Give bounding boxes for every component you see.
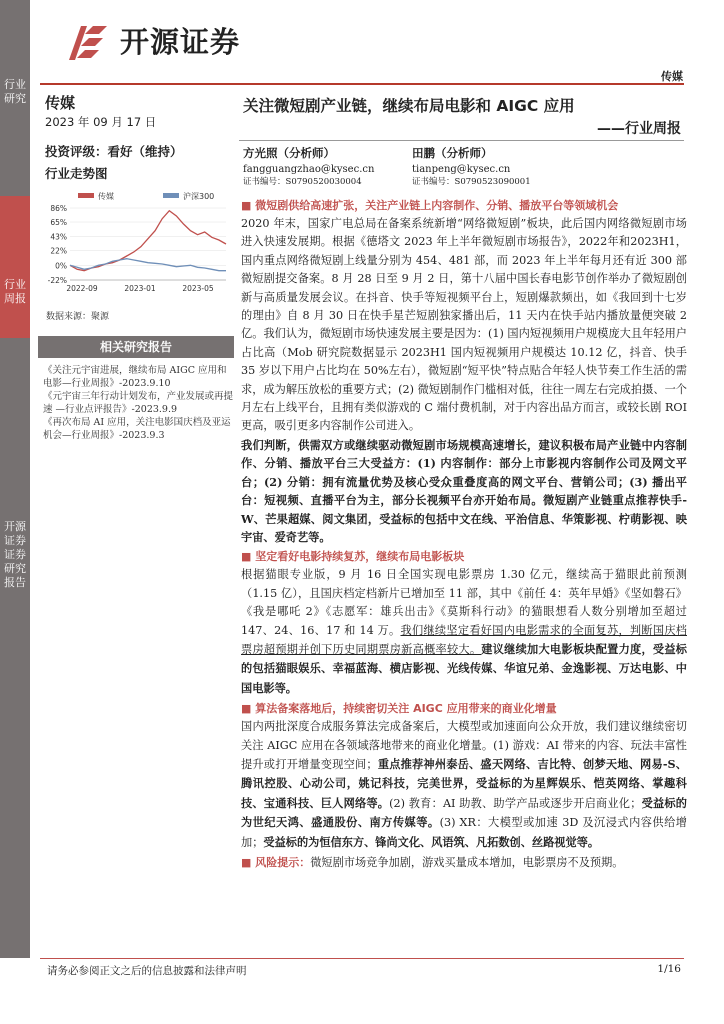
paragraph: 我们判断，供需双方或继续驱动微短剧市场规模高速增长，建议积极布局产业链中内容制作、分销、播放平台三大受益方：(1) 内容制作：部分上市影视内容制作公司及网文平台；(2) 分销：拥有流量优势及核心受众重叠度高的网文平台、营销公司；(3) 播出平台：短视频、直播平台为主，部分长视频平台亦开始布局。微短剧产业链重点推荐快手-W、芒果超媒、阅文集团，受益标的包括中文在线、平治信息、华策影视、柠萌影视、映宇宙、爱奇艺等。 xyxy=(241,437,687,544)
legend-label: 沪深300 xyxy=(183,192,215,201)
legend-swatch xyxy=(78,193,94,198)
risk-text: 微短剧市场竞争加剧，游戏买量成本增加，电影票房不及预期。 xyxy=(310,856,624,869)
analyst-cert: 证书编号：S0790520030004 xyxy=(243,177,362,187)
analyst-card xyxy=(412,147,531,189)
paragraph xyxy=(241,566,687,698)
title-divider xyxy=(239,140,684,141)
y-tick-label: 0% xyxy=(55,261,67,271)
risk-paragraph xyxy=(241,854,687,872)
text-span-underlined: 我们继续坚定看好国内电影需求的全面复苏，判断国庆档票房超预期并创下历史同期票房新高概率较大。 xyxy=(241,623,687,656)
related-report-item[interactable]: 《关注元宇宙进展，继续布局 AIGC 应用和电影—行业周报》-2023.9.10 xyxy=(43,365,227,389)
brand-logo-icon xyxy=(63,24,109,62)
section-heading: ■ 坚定看好电影持续复苏，继续布局电影板块 xyxy=(241,548,687,566)
x-tick-label: 2023-05 xyxy=(182,284,214,293)
paragraph: 2020 年末，国家广电总局在备案系统新增“网络微短剧”板块，此后国内网络微短剧市场进入快速发展期。根据《德塔文 2023 年上半年微短剧市场报告》，2022年和2023H1，国内重点网络微短剧上线量分别为 454、481 部，而 2023 年上半年每月还有近 300 部微短剧提交备案。8 月 28 日至 9 月 2 日，第十八届中国长春电影节创作举办了微短剧创新与高质量发展会议。在抖音、快手等短视频平台上，短剧爆款频出，如《我回到十七岁的理由》自 8 月 30 日在快手星芒短剧独家播出后，11 天内在快手站内播放量便突破 2 亿。我们认为，微短剧市场快速发展主要是因为：(1) 国内短视频用户规模庞大且年轻用户占比高（Mob 研究院数据显示 2023H1 国内短视频用户规模达 10.12 亿，抖音、快手 35 岁以下用户占比均在 50%左右），微短剧“短平快”特点贴合年轻人快节奏工作生活的需求，成为解压放松的重要方式；(2) 微短剧制作门槛相对低，往往一周左右完成拍摄、一个月左右上线平台，且拥有类似游戏的 C 端付费机制，对于内容出品方而言，或较长剧 ROI 更高，吸引更多内容制作公司进入。 xyxy=(241,217,687,433)
y-tick-label: 22% xyxy=(50,246,67,256)
page-number: 1/16 xyxy=(657,963,681,975)
y-tick-label: 43% xyxy=(50,232,67,242)
header-divider xyxy=(40,83,684,85)
analyst-card xyxy=(243,147,374,189)
y-tick-label: 86% xyxy=(50,204,67,213)
investment-rating: 投资评级：看好（维持） xyxy=(45,144,183,159)
brand-name: 开源证券 xyxy=(120,25,241,59)
y-tick-label: 65% xyxy=(50,218,67,227)
related-reports-header: 相关研究报告 xyxy=(38,336,234,358)
x-tick-label: 2023-01 xyxy=(124,284,156,293)
legend-swatch xyxy=(163,193,179,198)
text-span-bold: 建议继续加大电影板块配置力度，受益标的包括猫眼娱乐、幸福蓝海、横店影视、光线传媒、华谊兄弟、金逸影视、万达电影、中国电影等。 xyxy=(241,641,687,695)
y-tick-label: -22% xyxy=(47,276,67,285)
footer-disclaimer: 请务必参阅正文之后的信息披露和法律声明 xyxy=(47,965,247,977)
related-report-item[interactable]: 《再次布局 AI 应用，关注电影国庆档及亚运机会—行业周报》-2023.9.3 xyxy=(43,417,231,441)
analyst-name: 田鹏（分析师） xyxy=(412,146,493,160)
series-line xyxy=(70,259,226,271)
section-heading: ■ 微短剧供给高速扩张，关注产业链上内容制作、分销、播放平台等领域机会 xyxy=(241,197,687,215)
side-tab-research-report: 开源证券证券研究报告 xyxy=(0,338,30,958)
trend-chart-title: 行业走势图 xyxy=(45,166,108,181)
section-heading: ■ 算法备案落地后，持续密切关注 AIGC 应用带来的商业化增量 xyxy=(241,700,687,718)
analyst-name: 方光照（分析师） xyxy=(243,146,335,160)
text-span-bold: 受益标的为恒信东方、锋尚文化、风语筑、凡拓数创、丝路视觉等。 xyxy=(263,834,600,849)
footer-divider xyxy=(40,958,684,959)
text-span: 根据猫眼专业版，9 月 16 日全国实现电影票房 1.30 亿元，继续高于猫眼此前预测（1.15 亿），且国庆档定档新片已增加至 11 部，其中《前任 4：英年早婚》《坚如磐石》《我是哪吒 2》《志愿军：雄兵出击》《莫斯科行动》的猫眼想看人数分别增加至超过 147、24、16、17 和 14 万。 xyxy=(241,568,687,637)
text-span-bold: 受益标的为世纪天鸿、盛通股份、南方传媒等。 xyxy=(241,795,687,830)
report-body xyxy=(241,197,687,872)
legend-label: 传媒 xyxy=(98,192,114,201)
analyst-cert: 证书编号：S0790523090001 xyxy=(412,177,531,187)
series-line xyxy=(70,211,226,271)
side-tab-weekly: 行业周报 xyxy=(0,196,30,338)
related-reports-list xyxy=(43,364,233,442)
risk-heading: ■ 风险提示： xyxy=(241,856,310,869)
text-span-bold: 重点推荐神州泰岳、盛天网络、吉比特、创梦天地、网易-S、腾讯控股、心动公司，姚记科技，完美世界，受益标的为星辉娱乐、恺英网络、掌趣科技、宝通科技、巨人网络等。 xyxy=(241,756,687,810)
report-title: 关注微短剧产业链，继续布局电影和 AIGC 应用 xyxy=(243,97,575,115)
text-span: 国内两批深度合成服务算法完成备案后，大模型或加速面向公众开放，我们建议继续密切关注 AIGC 应用在各领域落地带来的商业化增量。(1) 游戏：AI 带来的内容、玩法丰富性提升或打开增量变现空间； xyxy=(241,720,687,771)
x-tick-label: 2022-09 xyxy=(66,284,98,293)
sector-name: 传媒 xyxy=(45,94,76,112)
text-span: (3) XR：大模型或加速 3D 及沉浸式内容供给增加； xyxy=(241,816,687,849)
header-sector-tag: 传媒 xyxy=(661,70,683,83)
related-report-item[interactable]: 《元宇宙三年行动计划发布，产业发展或再提速 —行业点评报告》-2023.9.9 xyxy=(43,391,234,415)
report-subtitle: ——行业周报 xyxy=(597,121,681,137)
side-tab-industry-research: 行业研究 xyxy=(0,0,30,196)
report-date: 2023 年 09 月 17 日 xyxy=(45,115,157,129)
paragraph xyxy=(241,718,687,852)
text-span: (2) 教育：AI 助教、助学产品或逐步开启商业化； xyxy=(389,796,642,810)
analyst-email[interactable]: tianpeng@kysec.cn xyxy=(412,164,511,175)
data-source: 数据来源：聚源 xyxy=(46,312,110,322)
analyst-email[interactable]: fangguangzhao@kysec.cn xyxy=(243,164,375,175)
trend-line-chart xyxy=(38,188,234,306)
